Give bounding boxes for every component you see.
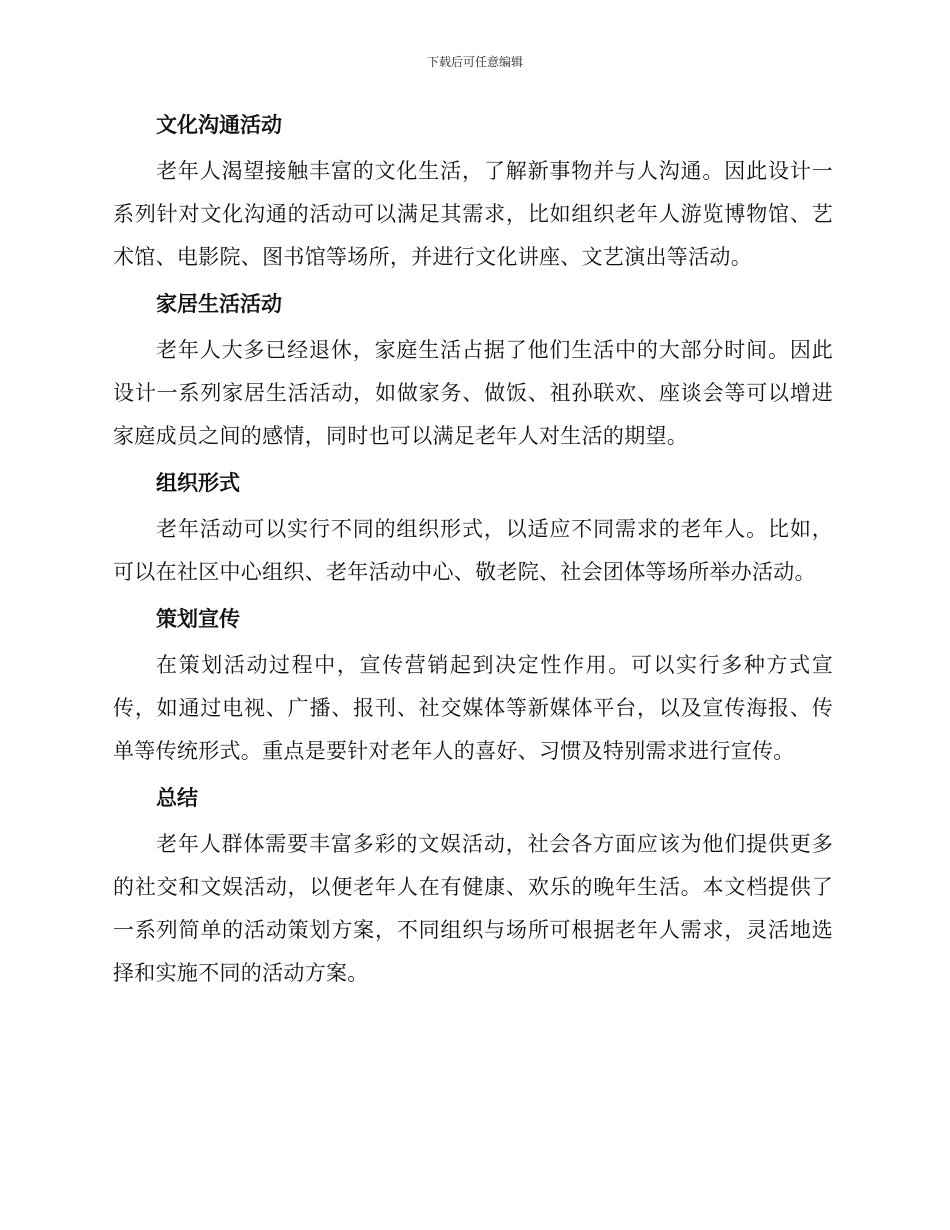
section-paragraph: 在策划活动过程中，宣传营销起到决定性作用。可以实行多种方式宣传，如通过电视、广播、报刊、社交媒体等新媒体平台，以及宣传海报、传单等传统形式。重点是要针对老年人的喜好、习惯及特别需求进行宣传。 (113, 653, 833, 763)
section-organization-form (113, 466, 833, 594)
section-heading: 策划宣传 (156, 607, 240, 631)
section-cultural-communication (113, 108, 833, 279)
section-heading: 总结 (156, 786, 198, 810)
page-header: 下载后可任意编辑 (426, 55, 523, 69)
section-heading: 文化沟通活动 (156, 113, 282, 137)
section-planning-promotion (113, 602, 833, 773)
section-home-life (113, 287, 833, 458)
section-paragraph: 老年活动可以实行不同的组织形式，以适应不同需求的老年人。比如，可以在社区中心组织、老年活动中心、敬老院、社会团体等场所举办活动。 (113, 517, 833, 584)
section-summary (113, 781, 833, 995)
section-heading: 家居生活活动 (156, 292, 282, 316)
section-paragraph: 老年人大多已经退休，家庭生活占据了他们生活中的大部分时间。因此设计一系列家居生活活动，如做家务、做饭、祖孙联欢、座谈会等可以增进家庭成员之间的感情，同时也可以满足老年人对生活的期望。 (113, 338, 833, 448)
section-paragraph: 老年人群体需要丰富多彩的文娱活动，社会各方面应该为他们提供更多的社交和文娱活动，以便老年人在有健康、欢乐的晚年生活。本文档提供了一系列简单的活动策划方案，不同组织与场所可根据老年人需求，灵活地选择和实施不同的活动方案。 (113, 832, 833, 985)
section-paragraph: 老年人渴望接触丰富的文化生活，了解新事物并与人沟通。因此设计一系列针对文化沟通的活动可以满足其需求，比如组织老年人游览博物馆、艺术馆、电影院、图书馆等场所，并进行文化讲座、文艺演出等活动。 (113, 159, 833, 269)
section-heading: 组织形式 (156, 471, 240, 495)
document-body (113, 108, 833, 1003)
